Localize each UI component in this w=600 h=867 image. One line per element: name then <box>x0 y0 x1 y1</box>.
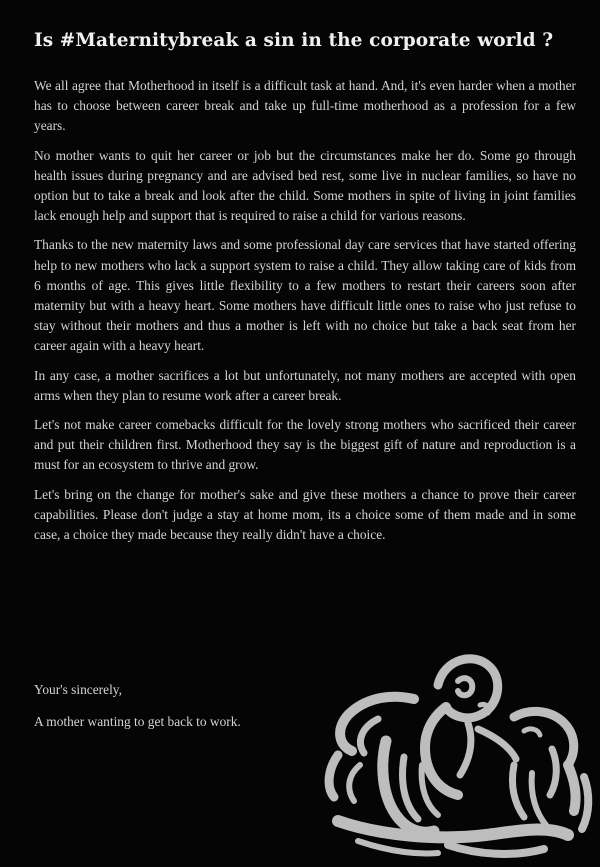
signature-line: A mother wanting to get back to work. <box>34 714 241 729</box>
signoff <box>34 680 334 732</box>
closing-line: Your's sincerely, <box>34 682 122 697</box>
mother-and-child-silhouette-icon <box>318 645 600 867</box>
paragraph-4: In any case, a mother sacrifices a lot but unfortunately, not many mothers are accepted with open arms when they plan to resume work after a career break. <box>34 367 576 403</box>
paragraph-1: We all agree that Motherhood in itself is a difficult task at hand. And, it's even harder when a mother has to choose between career break and take up full-time motherhood as a profession for a few years. <box>34 78 576 134</box>
article-body <box>34 76 576 554</box>
paragraph-6: Let's bring on the change for mother's sake and give these mothers a chance to prove their career capabilities. Please don't judge a stay at home mom, its a choice some of them made and in some case, a choice they made because they really didn't have a choice. <box>34 486 576 543</box>
paragraph-3: Thanks to the new maternity laws and some professional day care services that have started offering help to new mothers who lack a support system to raise a child. They allow taking care of kids from 6 months of age. This gives little flexibility to a few mothers to restart their careers soon after maternity but with a heavy heart. Some mothers have difficult little ones to raise who just refuse to stay without their mothers and thus a mother is left with no choice but take a back seat from her career again with a heavy heart. <box>34 237 576 354</box>
page-title: Is #Maternitybreak a sin in the corporate world ? <box>34 30 554 51</box>
paragraph-5: Let's not make career comebacks difficult for the lovely strong mothers who sacrificed their career and put their children first. Motherhood they say is the biggest gift of nature and reproduction is a must for an ecosystem to thrive and grow. <box>34 417 576 473</box>
paragraph-2: No mother wants to quit her career or job but the circumstances make her do. Some go through health issues during pregnancy and are advised bed rest, some live in nuclear families, so have no option but to take a break and look after the child. Some mothers in spite of living in joint families lack enough help and support that is required to raise a child for various reasons. <box>34 147 576 224</box>
